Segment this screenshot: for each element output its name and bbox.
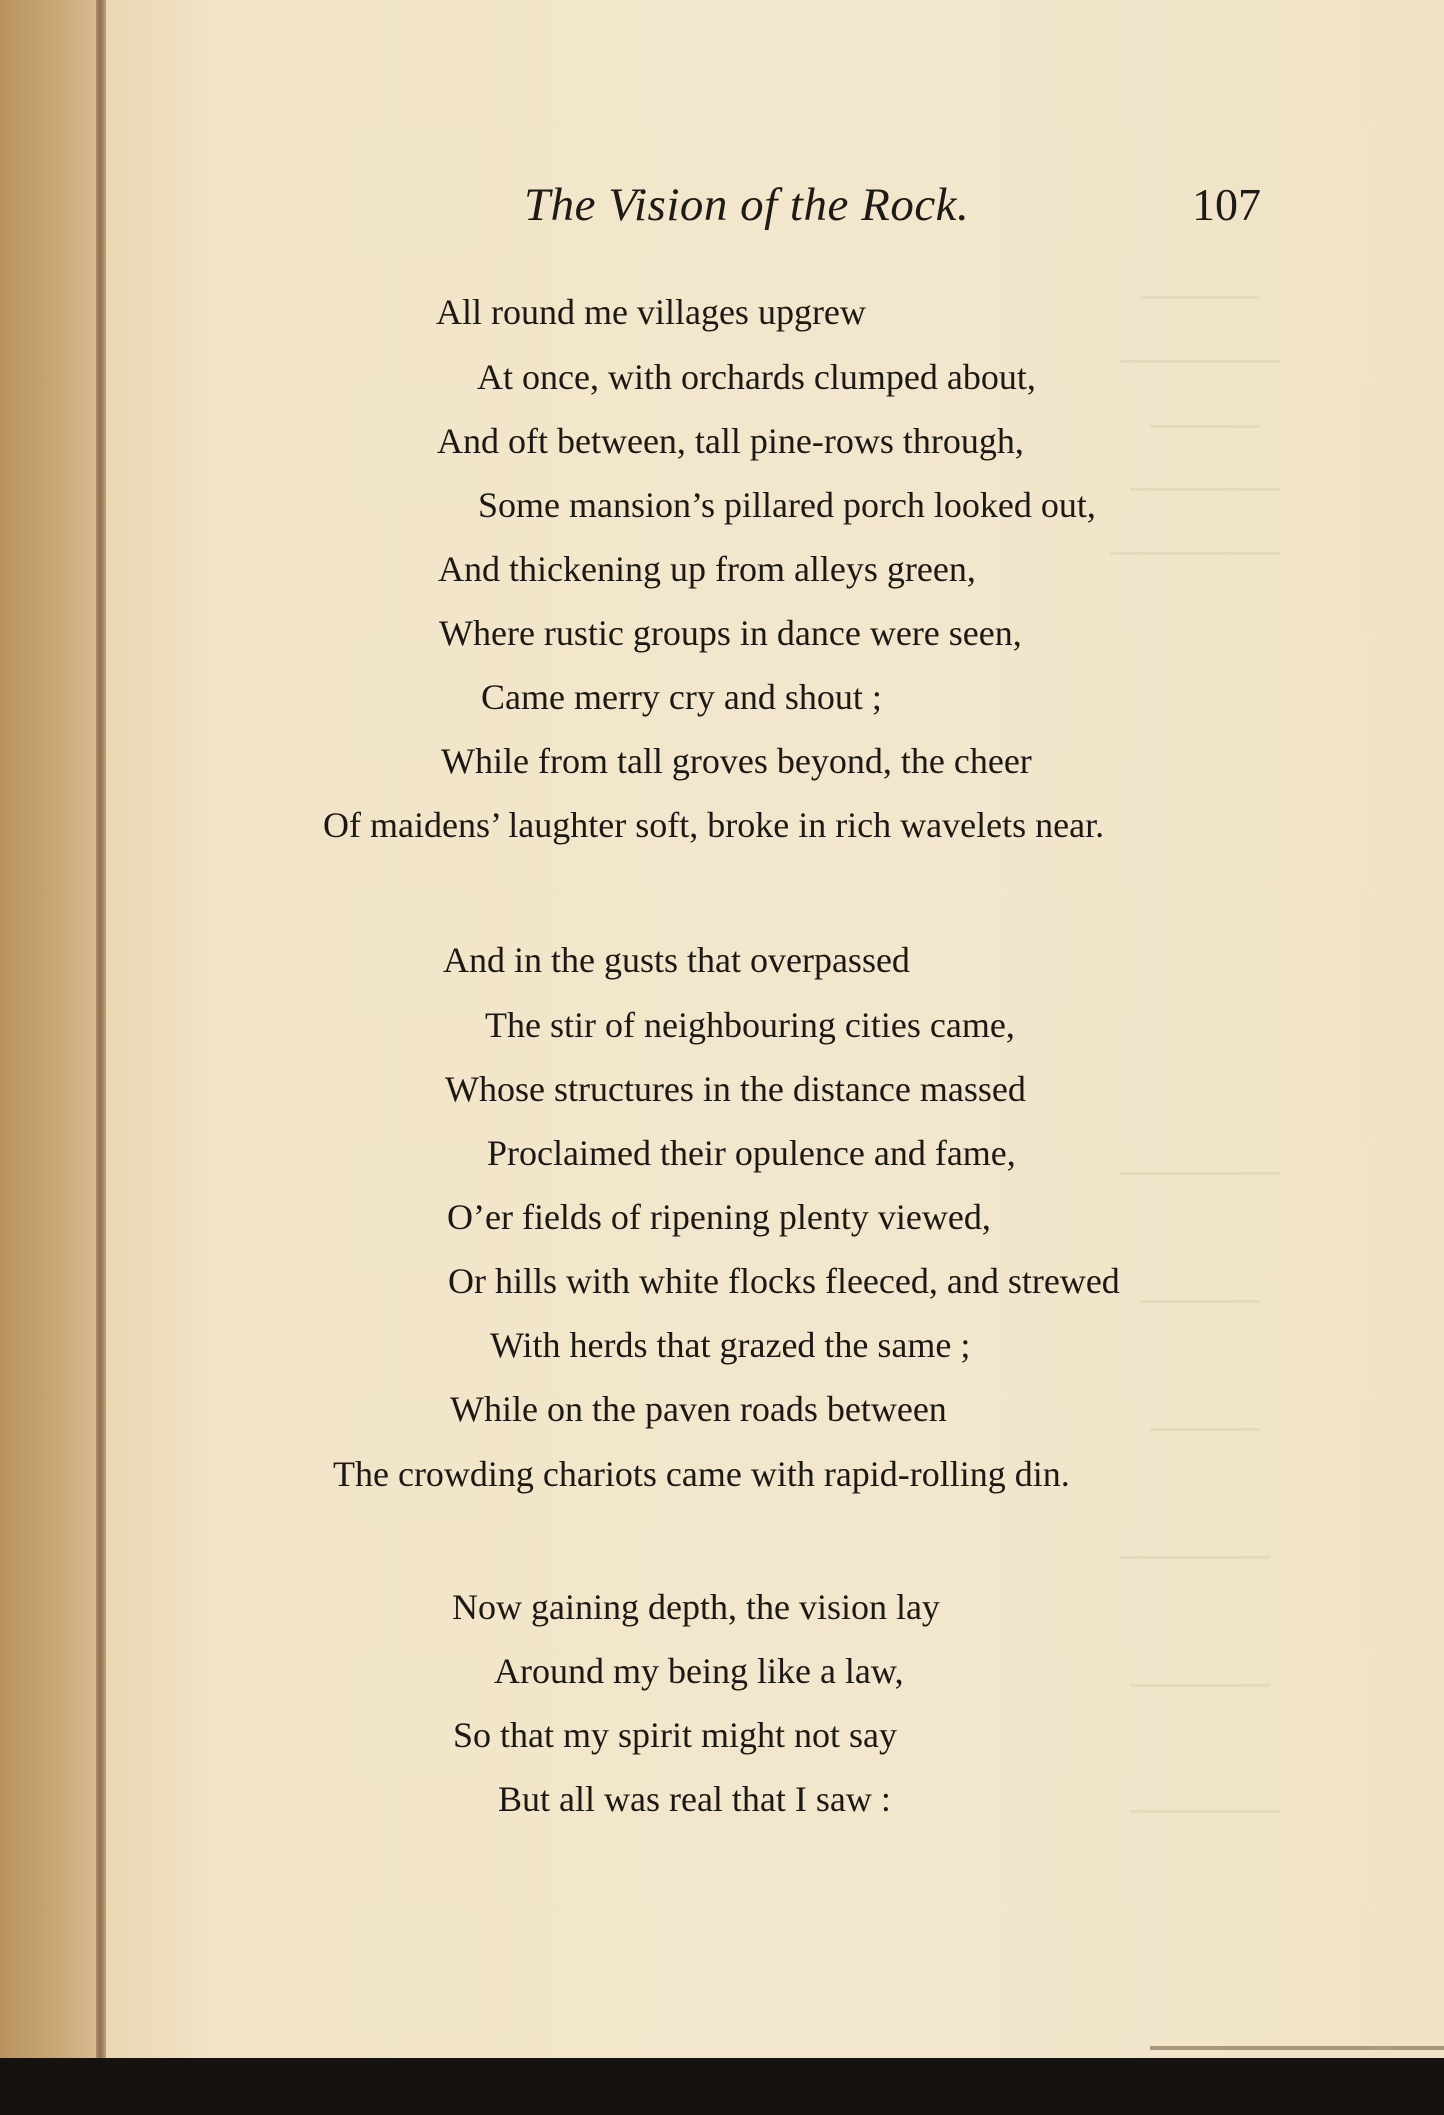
page-number: 107 xyxy=(1192,179,1261,230)
poem-line: Of maidens’ laughter soft, broke in rich wavelets near. xyxy=(323,805,1105,845)
poem-line: While on the paven roads between xyxy=(450,1389,947,1429)
poem-line: So that my spirit might not say xyxy=(453,1715,898,1755)
running-title: The Vision of the Rock. xyxy=(524,179,970,231)
poem-line: The crowding chariots came with rapid-rolling din. xyxy=(333,1454,1070,1494)
poem-line: The stir of neighbouring cities came, xyxy=(485,1005,1015,1045)
poem-line: At once, with orchards clumped about, xyxy=(477,357,1036,397)
poem-line: And in the gusts that overpassed xyxy=(443,940,910,980)
poem-line: And thickening up from alleys green, xyxy=(438,549,976,589)
poem-line: Now gaining depth, the vision lay xyxy=(452,1587,940,1627)
poem-line: Whose structures in the distance massed xyxy=(445,1069,1026,1109)
poem-line: All round me villages upgrew xyxy=(436,292,866,332)
poem-line: But all was real that I saw : xyxy=(498,1779,891,1819)
poem-line: Some mansion’s pillared porch looked out, xyxy=(478,485,1096,525)
poem-line: Around my being like a law, xyxy=(494,1651,904,1691)
poem-line: While from tall groves beyond, the cheer xyxy=(441,741,1032,781)
poem-line: Or hills with white flocks fleeced, and strewed xyxy=(448,1261,1120,1301)
poem-line: O’er fields of ripening plenty viewed, xyxy=(447,1197,991,1237)
poem-line: Came merry cry and shout ; xyxy=(481,677,882,717)
scan-bottom-border xyxy=(0,2058,1444,2115)
poem-line: And oft between, tall pine-rows through, xyxy=(437,421,1024,461)
page-edge-rule xyxy=(1150,2046,1444,2050)
poem-line: Where rustic groups in dance were seen, xyxy=(439,613,1022,653)
poem-line: With herds that grazed the same ; xyxy=(490,1325,971,1365)
poem-line: Proclaimed their opulence and fame, xyxy=(487,1133,1016,1173)
